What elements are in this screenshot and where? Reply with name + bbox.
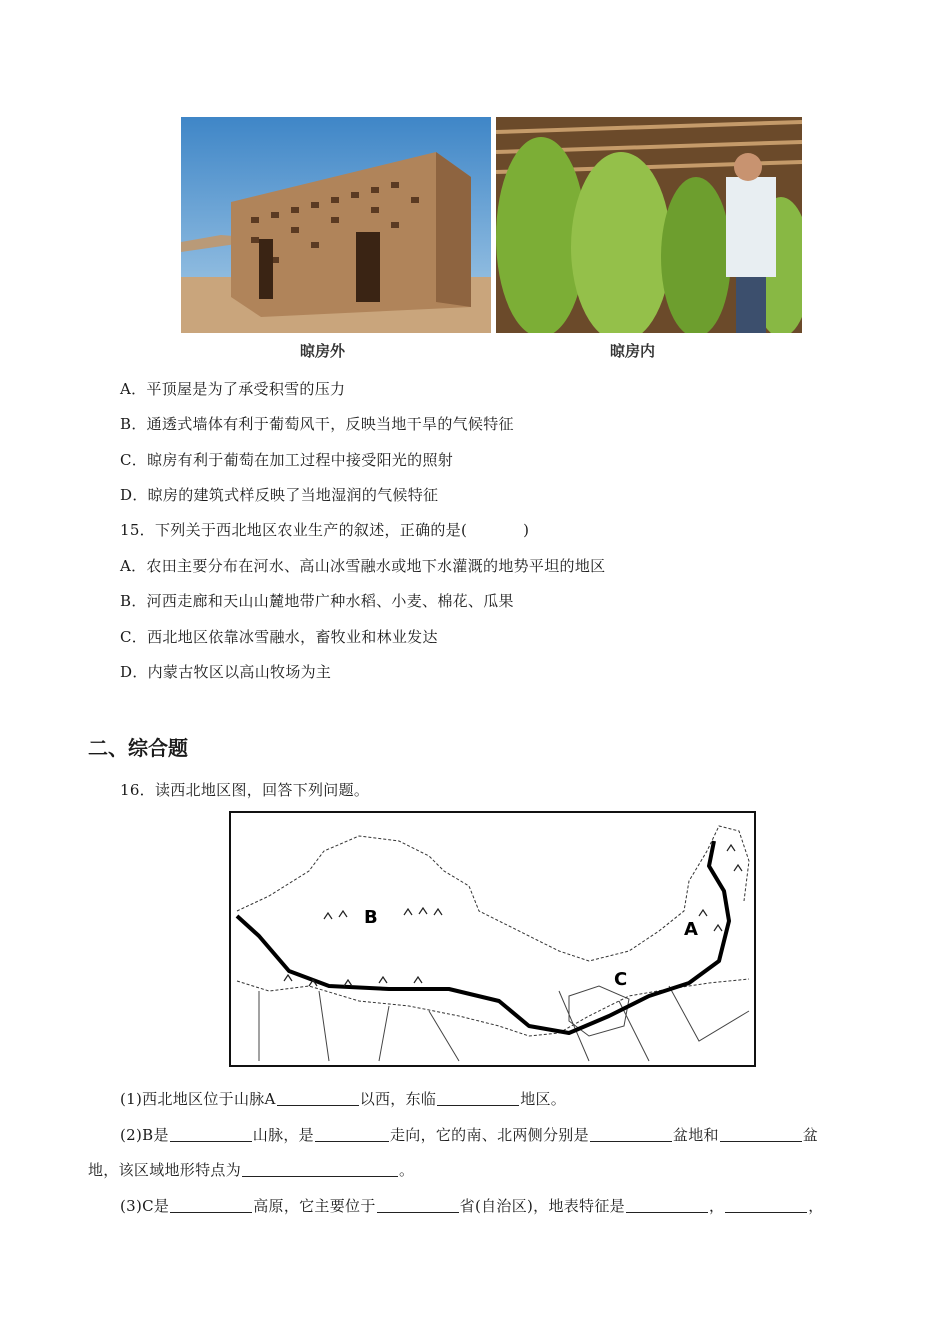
q16-sub2-text-7: 。 bbox=[399, 1161, 415, 1179]
q16-sub1-text-2: 以西，东临 bbox=[359, 1090, 437, 1108]
answer-blank[interactable] bbox=[720, 1127, 802, 1142]
q16-sub2-text-5: 盆 bbox=[802, 1126, 819, 1144]
q16-sub2-text-4: 盆地和 bbox=[672, 1126, 719, 1144]
q16-sub3-text-1: (3)C是 bbox=[120, 1197, 170, 1215]
map-label-c: C bbox=[614, 969, 628, 990]
q16-sub2-text-2: 山脉，是 bbox=[252, 1126, 314, 1144]
q16-sub3-text-2: 高原，它主要位于 bbox=[253, 1197, 376, 1215]
q15-stem bbox=[120, 519, 529, 540]
q16-sub3-text-5: ， bbox=[808, 1197, 824, 1215]
q16-sub2-text-1: (2)B是 bbox=[120, 1126, 169, 1144]
answer-blank[interactable] bbox=[170, 1127, 252, 1142]
answer-blank[interactable] bbox=[590, 1127, 672, 1142]
caption-interior: 晾房内 bbox=[610, 342, 656, 360]
northwest-region-map bbox=[229, 811, 756, 1067]
caption-exterior: 晾房外 bbox=[300, 342, 346, 360]
answer-blank[interactable] bbox=[277, 1091, 359, 1106]
q15-option-d: D．内蒙古牧区以高山牧场为主 bbox=[120, 663, 332, 681]
q16-sub1 bbox=[120, 1088, 566, 1109]
q16-sub2 bbox=[120, 1124, 818, 1145]
q16-sub3 bbox=[120, 1195, 824, 1216]
q16-sub3-text-3: 省(自治区)，地表特征是 bbox=[459, 1197, 625, 1215]
map-label-b: B bbox=[364, 907, 378, 928]
q16-sub3-text-4: ， bbox=[708, 1197, 725, 1215]
q14-option-b: B．通透式墙体有利于葡萄风干，反映当地干旱的气候特征 bbox=[120, 415, 514, 433]
answer-blank[interactable] bbox=[315, 1127, 389, 1142]
photo-drying-house-exterior bbox=[181, 117, 491, 333]
q16-sub1-text-1: (1)西北地区位于山脉A bbox=[120, 1090, 276, 1108]
q16-sub1-text-3: 地区。 bbox=[520, 1090, 567, 1108]
answer-blank[interactable] bbox=[725, 1198, 807, 1213]
q15-stem-text: 15．下列关于西北地区农业生产的叙述，正确的是( bbox=[120, 521, 468, 539]
map-label-a: A bbox=[684, 919, 698, 940]
answer-blank[interactable] bbox=[377, 1198, 459, 1213]
q16-sub2-text-6: 地，该区域地形特点为 bbox=[88, 1161, 242, 1179]
answer-blank[interactable] bbox=[242, 1162, 398, 1177]
q14-option-a: A．平顶屋是为了承受积雪的压力 bbox=[120, 380, 346, 398]
q16-stem: 16．读西北地区图，回答下列问题。 bbox=[120, 781, 370, 799]
section-title: 二、综合题 bbox=[88, 736, 188, 760]
q16-sub2-text-3: 走向，它的南、北两侧分别是 bbox=[389, 1126, 589, 1144]
photo-drying-house-interior bbox=[496, 117, 802, 333]
q15-option-c: C．西北地区依靠冰雪融水，畜牧业和林业发达 bbox=[120, 628, 438, 646]
q15-stem-end: ) bbox=[523, 521, 530, 539]
q16-sub2-continued bbox=[88, 1159, 414, 1180]
answer-blank[interactable] bbox=[170, 1198, 252, 1213]
answer-blank[interactable] bbox=[626, 1198, 708, 1213]
q15-option-a: A．农田主要分布在河水、高山冰雪融水或地下水灌溉的地势平坦的地区 bbox=[120, 557, 606, 575]
answer-blank[interactable] bbox=[437, 1091, 519, 1106]
q14-option-d: D．晾房的建筑式样反映了当地湿润的气候特征 bbox=[120, 486, 439, 504]
q15-option-b: B．河西走廊和天山山麓地带广种水稻、小麦、棉花、瓜果 bbox=[120, 592, 514, 610]
q14-option-c: C．晾房有利于葡萄在加工过程中接受阳光的照射 bbox=[120, 451, 454, 469]
